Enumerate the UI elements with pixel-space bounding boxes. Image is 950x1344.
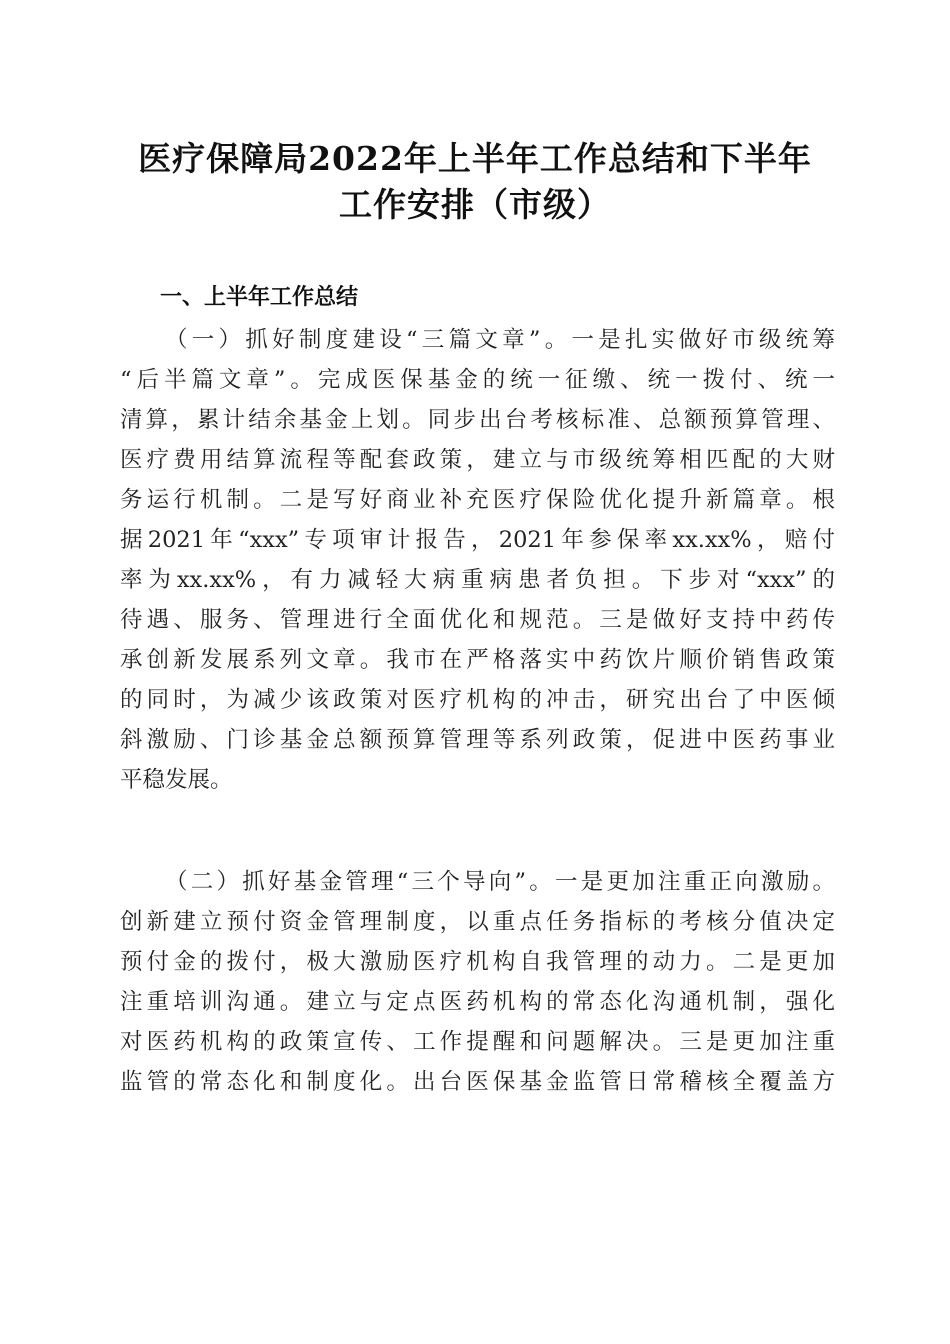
paragraph-line: （一）抓好制度建设“三篇文章”。一是扎实做好市级统筹 xyxy=(165,327,835,353)
paragraph-line: 监管的常态化和制度化。出台医保基金监管日常稽核全覆盖方 xyxy=(120,1069,835,1095)
title-line-2: 工作安排（市级） xyxy=(339,185,611,224)
paragraph-line: “后半篇文章”。完成医保基金的统一征缴、统一拨付、统一 xyxy=(120,367,835,393)
paragraph-line: 务运行机制。二是写好商业补充医疗保险优化提升新篇章。根 xyxy=(120,487,835,513)
paragraph-line: 平稳发展。 xyxy=(120,767,233,793)
section-heading: 一、上半年工作总结 xyxy=(160,285,359,310)
paragraph-line: 据2021年“xxx”专项审计报告，2021年参保率xx.xx%，赔付 xyxy=(120,527,835,553)
paragraph-line: 预付金的拨付，极大激励医疗机构自我管理的动力。二是更加 xyxy=(120,949,835,975)
paragraph-line: 待遇、服务、管理进行全面优化和规范。三是做好支持中药传 xyxy=(120,607,835,633)
paragraph-line: 承创新发展系列文章。我市在严格落实中药饮片顺价销售政策 xyxy=(120,647,835,673)
paragraph-line: 斜激励、门诊基金总额预算管理等系列政策，促进中医药事业 xyxy=(120,727,835,753)
paragraph-line: （二）抓好基金管理“三个导向”。一是更加注重正向激励。 xyxy=(165,869,835,895)
paragraph-1 xyxy=(120,320,835,800)
title-line-1: 医疗保障局2022年上半年工作总结和下半年 xyxy=(138,139,812,178)
document-title xyxy=(110,136,840,228)
paragraph-line: 对医药机构的政策宣传、工作提醒和问题解决。三是更加注重 xyxy=(120,1029,835,1055)
paragraph-line: 注重培训沟通。建立与定点医药机构的常态化沟通机制，强化 xyxy=(120,989,835,1015)
paragraph-line: 清算，累计结余基金上划。同步出台考核标准、总额预算管理、 xyxy=(120,407,835,433)
paragraph-line: 创新建立预付资金管理制度，以重点任务指标的考核分值决定 xyxy=(120,909,835,935)
paragraph-line: 率为xx.xx%，有力减轻大病重病患者负担。下步对“xxx”的 xyxy=(120,567,835,593)
paragraph-line: 的同时，为减少该政策对医疗机构的冲击，研究出台了中医倾 xyxy=(120,687,835,713)
paragraph-line: 医疗费用结算流程等配套政策，建立与市级统筹相匹配的大财 xyxy=(120,447,835,473)
paragraph-2 xyxy=(120,862,835,1102)
